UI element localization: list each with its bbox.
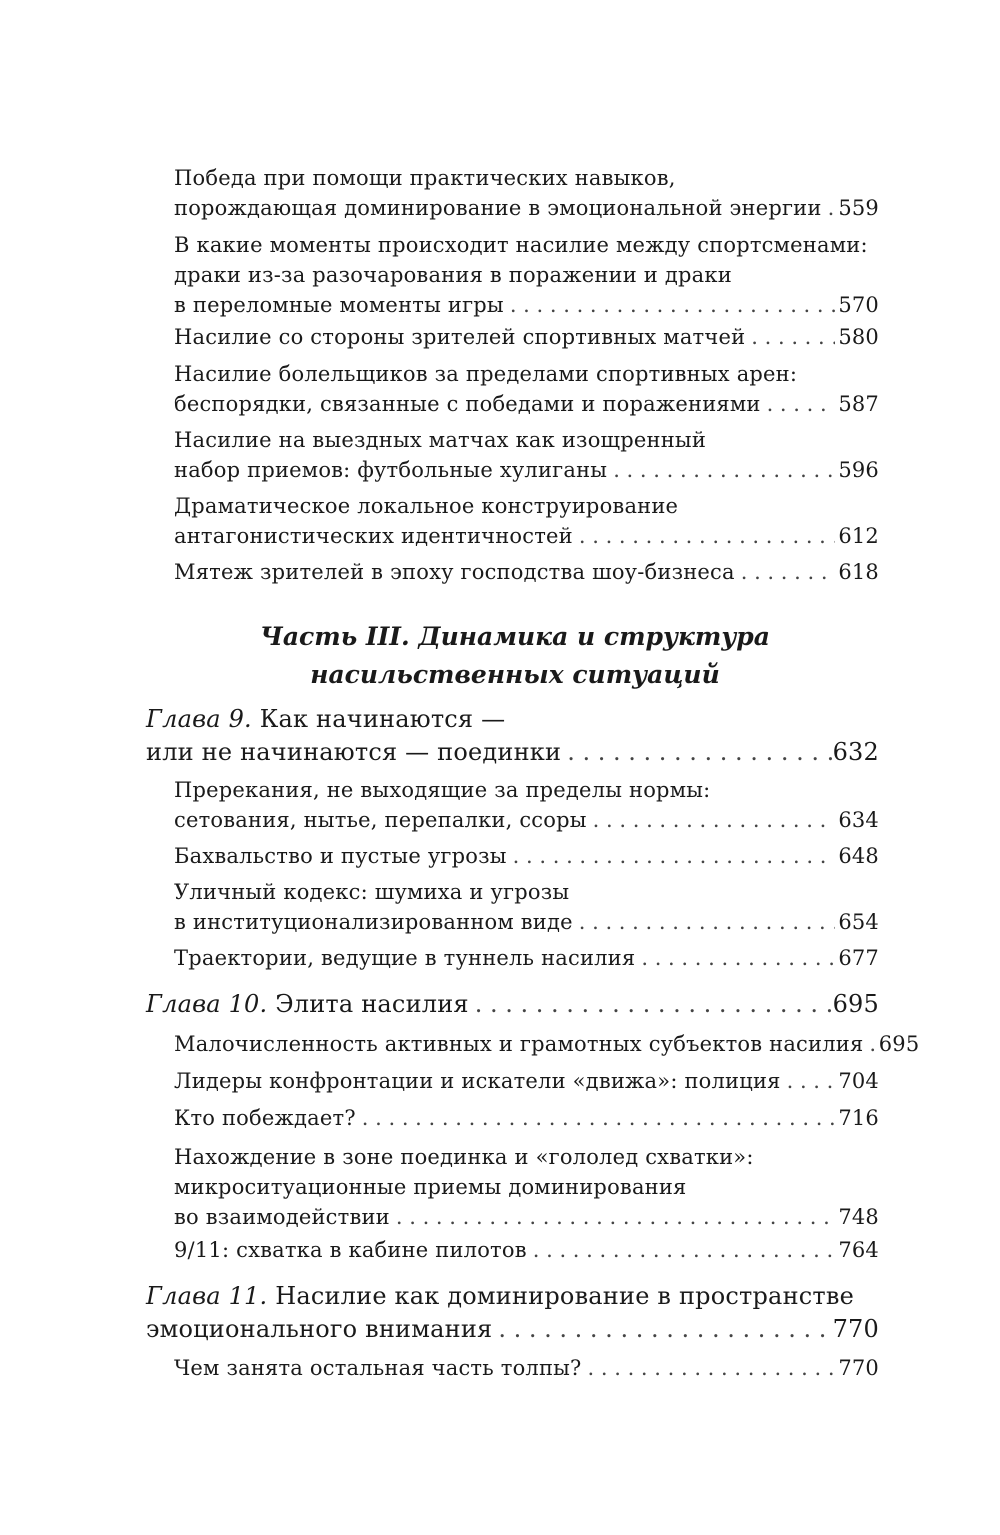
page-number: 648 (838, 844, 879, 868)
leader-dots (635, 943, 835, 973)
page-number: 618 (838, 560, 879, 584)
leader-dots (390, 1202, 835, 1232)
leader-dots (573, 521, 835, 551)
page-number: 695 (832, 990, 879, 1018)
entry-line: микроситуационные приемы доминирования (174, 1175, 687, 1199)
leader-dots (356, 1103, 835, 1133)
toc-entry (174, 1142, 879, 1232)
entry-title: в переломные моменты игры (174, 293, 504, 317)
toc-entry (174, 557, 879, 587)
entry-line: В какие моменты происходит насилие между спортсменами: (174, 233, 868, 257)
entry-title: Чем занята остальная часть толпы? (174, 1356, 582, 1380)
toc-entry (174, 943, 879, 973)
leader-dots (607, 455, 835, 485)
chapter-label: Глава 11. (146, 1282, 268, 1310)
entry-line: Насилие болельщиков за пределами спортивных арен: (174, 362, 798, 386)
toc-entry (174, 425, 879, 485)
toc-entry (174, 1066, 879, 1096)
page-number: 596 (838, 458, 879, 482)
entry-title: сетования, нытье, перепалки, ссоры (174, 808, 587, 832)
leader-dots (761, 389, 835, 419)
leader-dots (582, 1353, 835, 1383)
leader-dots (735, 557, 835, 587)
page-number: 654 (838, 910, 879, 934)
leader-dots (469, 988, 833, 1021)
chapter-heading (146, 988, 879, 1021)
entry-title: порождающая доминирование в эмоциональной энергии (174, 196, 822, 220)
part-title (150, 618, 880, 694)
page-number: 695 (878, 1032, 920, 1056)
toc-entry (174, 877, 879, 937)
leader-dots (561, 736, 832, 769)
page-number: 612 (838, 524, 879, 548)
toc-entry (174, 322, 879, 352)
entry-title: беспорядки, связанные с победами и поражениями (174, 392, 761, 416)
page-number: 632 (832, 738, 879, 766)
chapter-label: Глава 9. (146, 705, 252, 733)
leader-dots (507, 841, 835, 871)
entry-title: антагонистических идентичностей (174, 524, 573, 548)
entry-line: Уличный кодекс: шумиха и угрозы (174, 880, 570, 904)
entry-line: Нахождение в зоне поединка и «гололед схватки»: (174, 1145, 754, 1169)
entry-title: Траектории, ведущие в туннель насилия (174, 946, 636, 970)
toc-entry (174, 1103, 879, 1133)
entry-line: Пререкания, не выходящие за пределы нормы: (174, 778, 711, 802)
page-number: 748 (838, 1205, 879, 1229)
leader-dots (527, 1235, 835, 1265)
page-number: 559 (838, 196, 879, 220)
toc-entry (174, 841, 879, 871)
toc-entry (174, 491, 879, 551)
entry-title: Кто побеждает? (174, 1106, 356, 1130)
toc-entry (174, 1353, 879, 1383)
toc-entry (174, 775, 879, 835)
entry-title: Мятеж зрителей в эпоху господства шоу-бизнеса (174, 560, 735, 584)
leader-dots (587, 805, 835, 835)
chapter-heading (146, 703, 879, 769)
chapter-title: эмоционального внимания (146, 1315, 493, 1343)
chapter-label: Глава 10. (146, 990, 268, 1018)
page-number: 764 (838, 1238, 879, 1262)
entry-title: Бахвальство и пустые угрозы (174, 844, 507, 868)
page-number: 704 (838, 1069, 879, 1093)
page-number: 570 (838, 293, 879, 317)
page-number: 677 (838, 946, 879, 970)
page-number: 716 (838, 1106, 879, 1130)
chapter-title: Насилие как доминирование в пространстве (275, 1282, 854, 1310)
toc-entry (174, 1029, 920, 1059)
page-number: 770 (838, 1356, 879, 1380)
toc-entry (174, 163, 879, 223)
leader-dots (504, 290, 835, 320)
entry-title: во взаимодействии (174, 1205, 390, 1229)
page-number: 634 (838, 808, 879, 832)
entry-title: 9/11: схватка в кабине пилотов (174, 1238, 527, 1262)
entry-title: в институционализированном виде (174, 910, 573, 934)
toc-entry (174, 230, 879, 320)
entry-title: Малочисленность активных и грамотных субъектов насилия (174, 1032, 864, 1056)
entry-line: Победа при помощи практических навыков, (174, 166, 676, 190)
page-number: 580 (838, 325, 879, 349)
chapter-title: Элита насилия (275, 990, 469, 1018)
entry-line: драки из-за разочарования в поражении и драки (174, 263, 732, 287)
chapter-title: Как начинаются — (259, 705, 506, 733)
leader-dots (781, 1066, 835, 1096)
entry-line: Насилие на выездных матчах как изощренный (174, 428, 707, 452)
part-title-line: насильственных ситуаций (310, 660, 720, 689)
page-number: 587 (838, 392, 879, 416)
entry-line: Драматическое локальное конструирование (174, 494, 679, 518)
leader-dots (492, 1313, 832, 1346)
toc-entry (174, 359, 879, 419)
leader-dots (822, 193, 835, 223)
chapter-title: или не начинаются — поединки (146, 738, 562, 766)
leader-dots (573, 907, 835, 937)
page-number: 770 (832, 1315, 879, 1343)
entry-title: Лидеры конфронтации и искатели «движа»: полиция (174, 1069, 781, 1093)
leader-dots (863, 1029, 875, 1059)
entry-title: набор приемов: футбольные хулиганы (174, 458, 608, 482)
toc-entry (174, 1235, 879, 1265)
part-title-line: Часть III. Динамика и структура (260, 622, 770, 651)
chapter-heading (146, 1280, 879, 1346)
leader-dots (745, 322, 835, 352)
entry-title: Насилие со стороны зрителей спортивных матчей (174, 325, 746, 349)
